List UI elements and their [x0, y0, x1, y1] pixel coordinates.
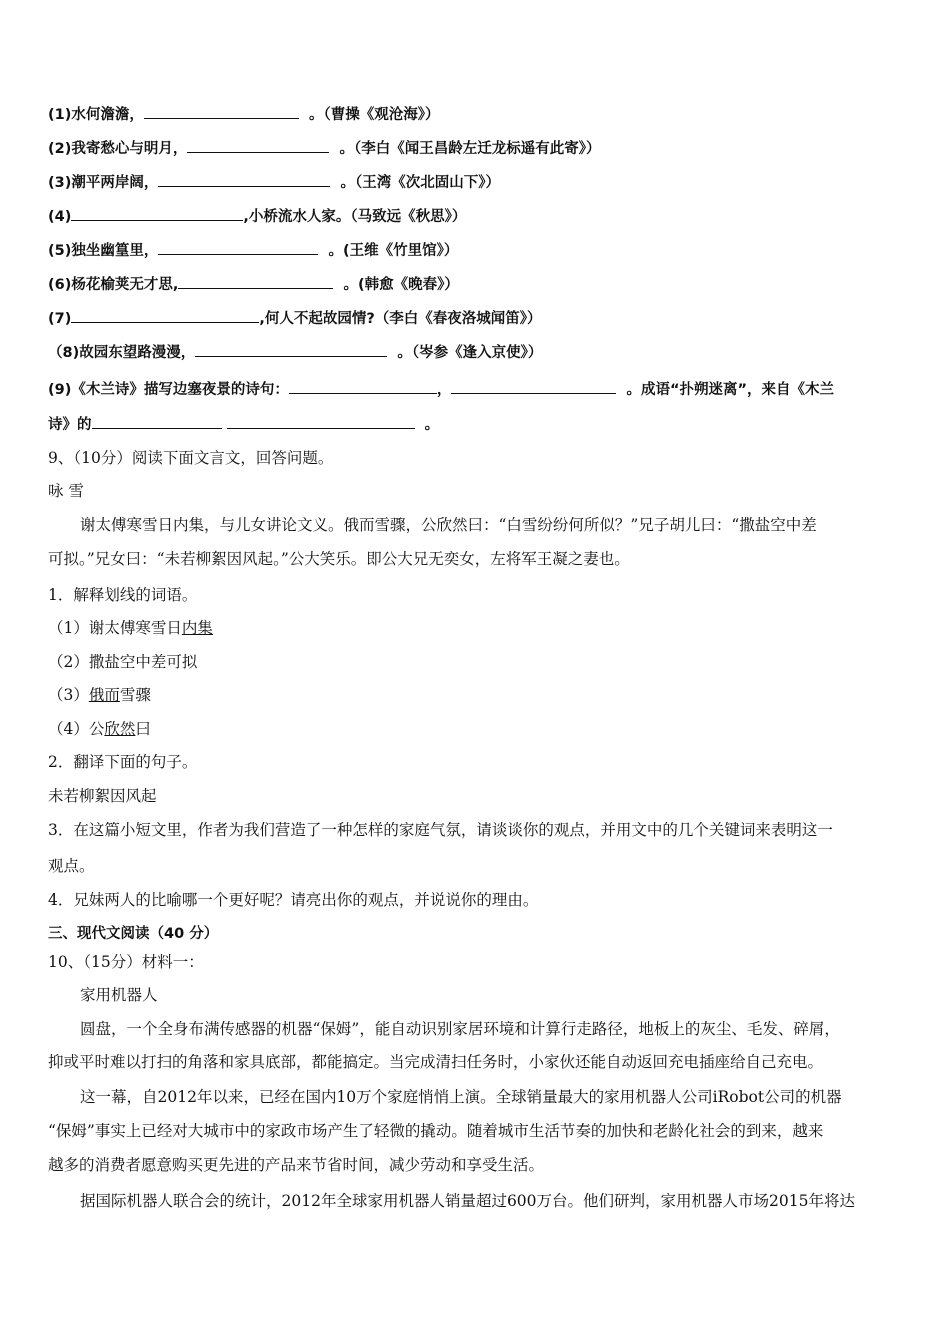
- recitation-q3: (3)潮平两岸阔， 。（王湾《次北固山下》）: [48, 171, 500, 193]
- recitation-q4: (4) ,小桥流水人家。（马致远《秋思》）: [48, 205, 466, 227]
- answer-blank[interactable]: [289, 378, 437, 394]
- answer-blank[interactable]: [195, 341, 387, 357]
- answer-blank[interactable]: [227, 413, 415, 429]
- sub-question-4: 4．兄妹两人的比喻哪一个更好呢？请亮出你的观点，并说说你的理由。: [48, 891, 539, 909]
- answer-blank[interactable]: [187, 137, 329, 153]
- sub-question-1: 1．解释划线的词语。: [48, 586, 198, 604]
- q9-header: 9、（10分）阅读下面文言文，回答问题。: [48, 449, 334, 467]
- sub-question-3-cont: 观点。: [48, 857, 95, 875]
- answer-blank[interactable]: [451, 378, 616, 394]
- article-para: 这一幕，自2012年以来，已经在国内10万个家庭悄悄上演。全球销量最大的家用机器人公司iRobot公司的机器: [80, 1088, 842, 1106]
- answer-blank[interactable]: [71, 307, 259, 323]
- recitation-q6: (6)杨花榆荚无才思, 。(韩愈《晚春》）: [48, 273, 459, 295]
- article-para: 据国际机器人联合会的统计，2012年全球家用机器人销量超过600万台。他们研判，家用机器人市场2015年将达: [80, 1192, 855, 1210]
- recitation-q9: (9)《木兰诗》描写边塞夜景的诗句： ， 。成语“扑朔迷离”，来自《木兰: [48, 378, 834, 400]
- recitation-q1: (1)水何澹澹， 。（曹操《观沧海》）: [48, 103, 439, 125]
- recitation-q5: (5)独坐幽篁里， 。(王维《竹里馆》）: [48, 239, 458, 261]
- article-para: 圆盘，一个全身布满传感器的机器“保姆”，能自动识别家居环境和计算行走路径，地板上的灰尘、毛发、碎屑，: [80, 1020, 840, 1038]
- answer-blank[interactable]: [144, 103, 299, 119]
- recitation-q8: （8)故园东望路漫漫， 。（岑参《逢入京使》）: [48, 341, 542, 363]
- article-para-cont: “保姆”事实上已经对大城市中的家政市场产生了轻微的撬动。随着城市生活节奏的加快和老龄化社会的到来，越来: [48, 1122, 824, 1140]
- item-4: （4）公欣然曰: [48, 720, 151, 738]
- item-3: （3）俄而雪骤: [48, 686, 151, 704]
- recitation-q2: (2)我寄愁心与明月， 。（李白《闻王昌龄左迁龙标遥有此寄》）: [48, 137, 600, 159]
- answer-blank[interactable]: [71, 205, 243, 221]
- passage-para-cont: 可拟。”兄女曰：“未若柳絮因风起。”公大笑乐。即公大兄无奕女，左将军王凝之妻也。: [48, 550, 630, 568]
- translate-sentence: 未若柳絮因风起: [48, 787, 157, 805]
- answer-blank[interactable]: [158, 171, 330, 187]
- sub-question-3: 3．在这篇小短文里，作者为我们营造了一种怎样的家庭气氛，请谈谈你的观点，并用文中的几个关键词来表明这一: [48, 821, 833, 839]
- q10-header: 10、（15分）材料一：: [48, 953, 204, 971]
- answer-blank[interactable]: [92, 413, 222, 429]
- passage-para: 谢太傅寒雪日内集，与儿女讲论文义。俄而雪骤，公欣然曰：“白雪纷纷何所似？”兄子胡儿曰：“撒盐空中差: [80, 516, 817, 534]
- passage-title: 咏 雪: [48, 482, 84, 500]
- answer-blank[interactable]: [158, 239, 318, 255]
- sub-question-2: 2．翻译下面的句子。: [48, 753, 198, 771]
- article-para-cont: 越多的消费者愿意购买更先进的产品来节省时间，减少劳动和享受生活。: [48, 1156, 545, 1174]
- answer-blank[interactable]: [178, 273, 333, 289]
- section-heading: 三、现代文阅读（40 分）: [48, 926, 219, 942]
- item-1: （1）谢太傅寒雪日内集: [48, 619, 213, 637]
- item-2: （2）撒盐空中差可拟: [48, 653, 198, 671]
- article-para-cont: 抑或平时难以打扫的角落和家具底部，都能搞定。当完成清扫任务时，小家伙还能自动返回充电插座给自己充电。: [48, 1053, 824, 1071]
- article-subtitle: 家用机器人: [80, 986, 158, 1004]
- recitation-q9-cont: 诗》的 。: [48, 413, 439, 435]
- recitation-q7: (7) ,何人不起故园情?（李白《春夜洛城闻笛》）: [48, 307, 542, 329]
